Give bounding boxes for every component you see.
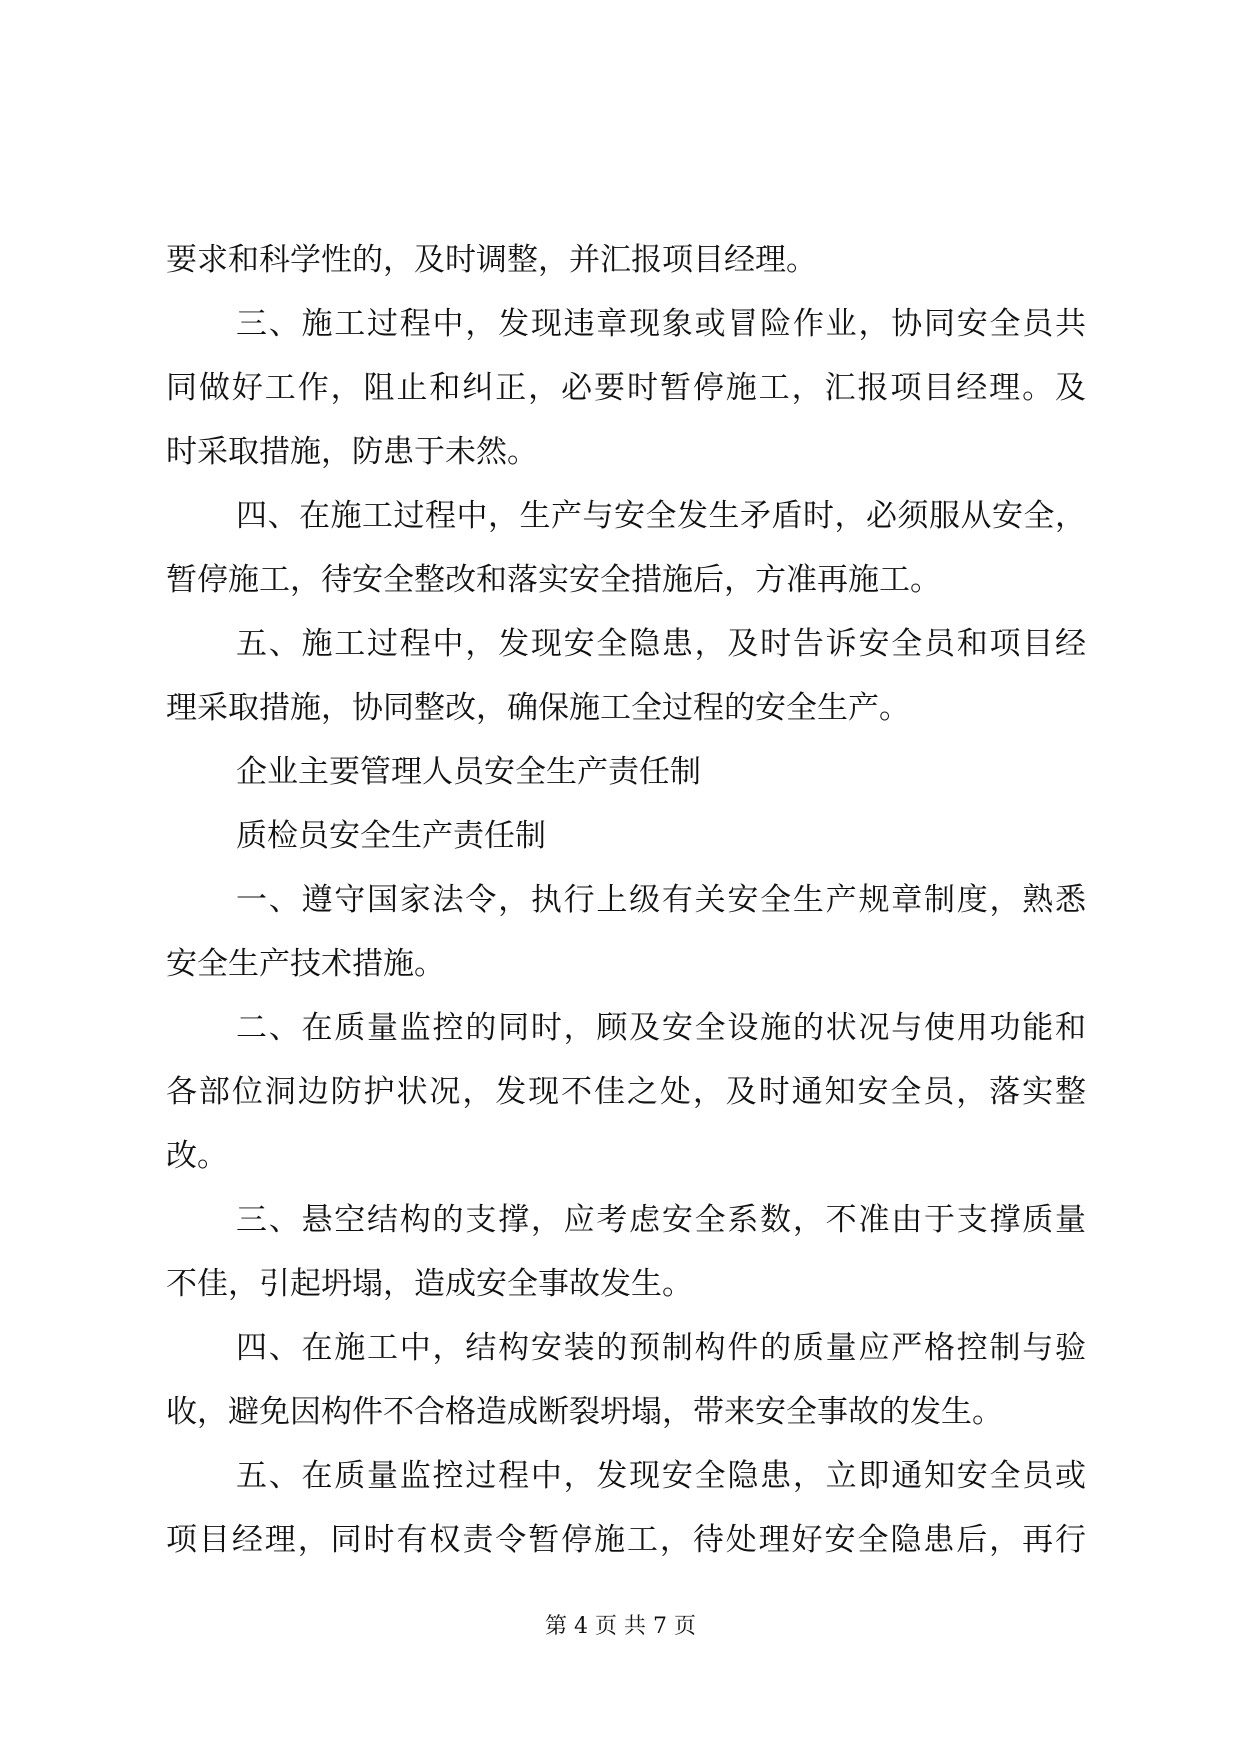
text-line: 五、施工过程中，发现安全隐患，及时告诉安全员和项目经 [236,626,1086,662]
text-line: 四、在施工过程中，生产与安全发生矛盾时，必须服从安全， [236,498,1086,534]
text-line: 三、悬空结构的支撑，应考虑安全系数，不准由于支撑质量 [236,1202,1086,1238]
text-line: 安全生产技术措施。 [166,946,445,982]
text-line: 收，避免因构件不合格造成断裂坍塌，带来安全事故的发生。 [166,1394,1003,1430]
text-line: 暂停施工，待安全整改和落实安全措施后，方准再施工。 [166,562,941,598]
text-line: 同做好工作，阻止和纠正，必要时暂停施工，汇报项目经理。及 [166,370,1086,406]
text-line: 各部位洞边防护状况，发现不佳之处，及时通知安全员，落实整 [166,1074,1086,1110]
text-line: 时采取措施，防患于未然。 [166,434,538,470]
text-line: 五、在质量监控过程中，发现安全隐患，立即通知安全员或 [236,1458,1086,1494]
text-line: 改。 [166,1138,228,1174]
page-footer: 第 4 页 共 7 页 [545,1614,696,1639]
section-heading: 质检员安全生产责任制 [236,818,546,854]
text-line: 理采取措施，协同整改，确保施工全过程的安全生产。 [166,690,910,726]
text-line: 三、施工过程中，发现违章现象或冒险作业，协同安全员共 [236,306,1086,342]
text-line: 不佳，引起坍塌，造成安全事故发生。 [166,1266,693,1302]
section-heading: 企业主要管理人员安全生产责任制 [236,754,701,790]
text-line: 要求和科学性的，及时调整，并汇报项目经理。 [166,242,817,278]
text-line: 一、遵守国家法令，执行上级有关安全生产规章制度，熟悉 [236,882,1086,918]
text-line: 四、在施工中，结构安装的预制构件的质量应严格控制与验 [236,1330,1086,1366]
text-line: 二、在质量监控的同时，顾及安全设施的状况与使用功能和 [236,1010,1086,1046]
document-body [166,228,1086,1572]
text-line: 项目经理，同时有权责令暂停施工，待处理好安全隐患后，再行 [166,1522,1086,1558]
